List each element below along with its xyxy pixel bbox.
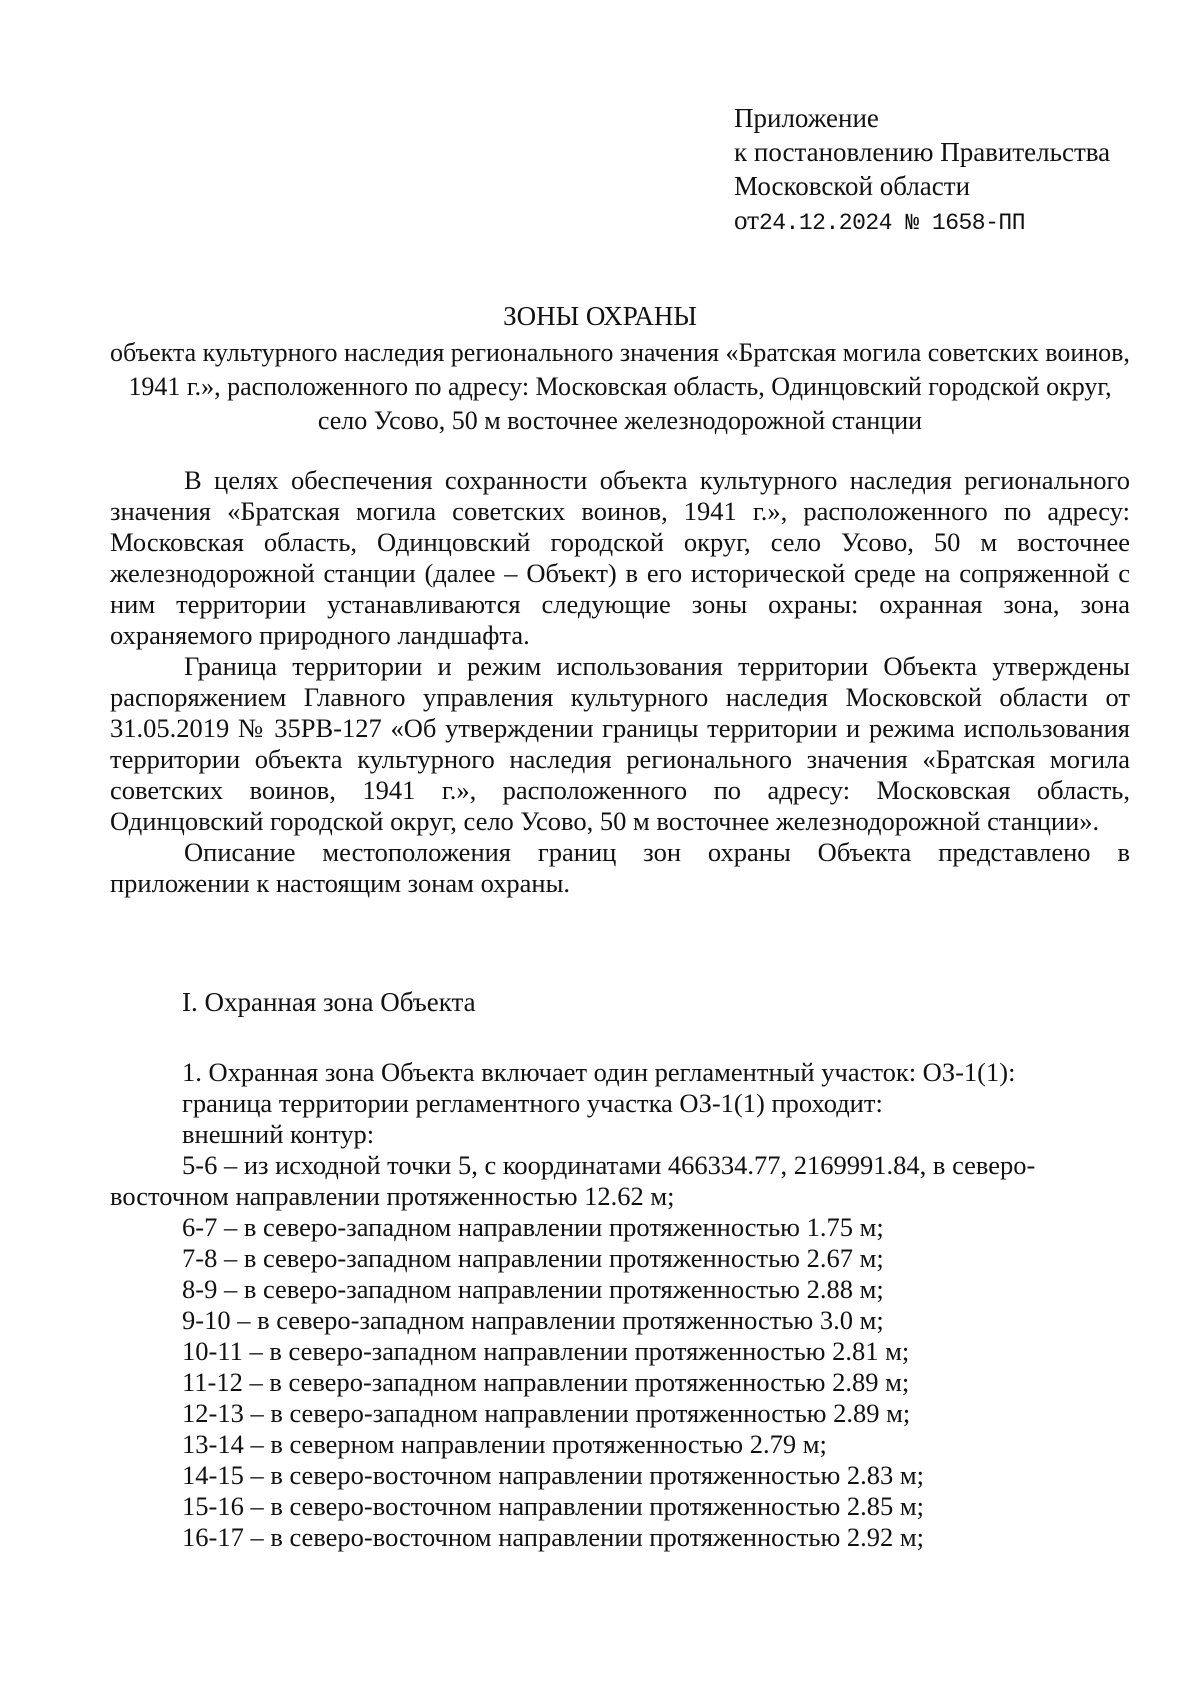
- list-item: 9-10 – в северо-западном направлении протяженностью 3.0 м;: [182, 1305, 884, 1335]
- appendix-decree-line: к постановлению Правительства: [734, 137, 1111, 167]
- appendix-header: [734, 101, 1110, 240]
- paragraph: Описание местоположения границ зон охраны Объекта представлено в приложении к настоящим зонам охраны.: [110, 837, 1130, 898]
- list-item: 6-7 – в северо-западном направлении протяженностью 1.75 м;: [182, 1212, 884, 1242]
- list-intro-line: 1. Охранная зона Объекта включает один регламентный участок: ОЗ-1(1):: [182, 1057, 1016, 1087]
- paragraph: В целях обеспечения сохранности объекта культурного наследия регионального значения «Братская могила советских воинов, 1941 г.», расположенного по адресу: Московская область, Одинцовский городской округ, село Усово, 50 м восточнее железнодорожной станции (далее – Объект) в его исторической среде на сопряженной с ним территории устанавливаются следующие зоны охраны: охранная зона, зона охраняемого природного ландшафта.: [110, 465, 1130, 650]
- document-subtitle: объекта культурного наследия регионального значения «Братская могила советских воинов, 1941 г.», расположенного по адресу: Московская область, Одинцовский городской округ, село Усово, 50 м восточнее железнодорожной станции: [110, 338, 1130, 435]
- boundary-description: [110, 1057, 1140, 1553]
- decree-number: № 1658-ПП: [905, 210, 1026, 236]
- paragraph: Граница территории и режим использования территории Объекта утверждены распоряжением Главного управления культурного наследия Московской области от 31.05.2019 № 35РВ-127 «Об утверждении границы территории и режима использования территории объекта культурного наследия регионального значения «Братская могила советских воинов, 1941 г.», расположенного по адресу: Московская область, Одинцовский городской округ, село Усово, 50 м восточнее железнодорожной станции».: [110, 651, 1130, 836]
- list-item: 11-12 – в северо-западном направлении протяженностью 2.89 м;: [182, 1367, 910, 1397]
- list-intro-line: граница территории регламентного участка ОЗ-1(1) проходит:: [182, 1088, 883, 1118]
- list-item: 15-16 – в северо-восточном направлении протяженностью 2.85 м;: [182, 1491, 925, 1521]
- list-item: 10-11 – в северо-западном направлении протяженностью 2.81 м;: [182, 1336, 910, 1366]
- appendix-region-line: Московской области: [734, 171, 971, 201]
- list-item: 7-8 – в северо-западном направлении протяженностью 2.67 м;: [182, 1243, 884, 1273]
- document-title: ЗОНЫ ОХРАНЫ: [503, 301, 697, 331]
- list-item: 13-14 – в северном направлении протяженностью 2.79 м;: [182, 1429, 827, 1459]
- decree-date: 24.12.2024: [758, 210, 892, 236]
- date-prefix: от: [734, 205, 759, 235]
- list-item: 8-9 – в северо-западном направлении протяженностью 2.88 м;: [182, 1274, 884, 1304]
- list-item: 12-13 – в северо-западном направлении протяженностью 2.89 м;: [182, 1398, 911, 1428]
- list-intro-line: внешний контур:: [182, 1119, 375, 1149]
- first-segment: 5-6 – из исходной точки 5, с координатами 466334.77, 2169991.84, в северо-восточном направлении протяженностью 12.62 м;: [110, 1150, 1036, 1211]
- appendix-label: Приложение: [734, 103, 879, 133]
- list-item: 16-17 – в северо-восточном направлении протяженностью 2.92 м;: [182, 1522, 925, 1552]
- section-heading: I. Охранная зона Объекта: [182, 987, 476, 1017]
- appendix-date-line: [734, 203, 1110, 240]
- list-item: 14-15 – в северо-восточном направлении протяженностью 2.83 м;: [182, 1460, 925, 1490]
- body-paragraphs: [110, 465, 1130, 899]
